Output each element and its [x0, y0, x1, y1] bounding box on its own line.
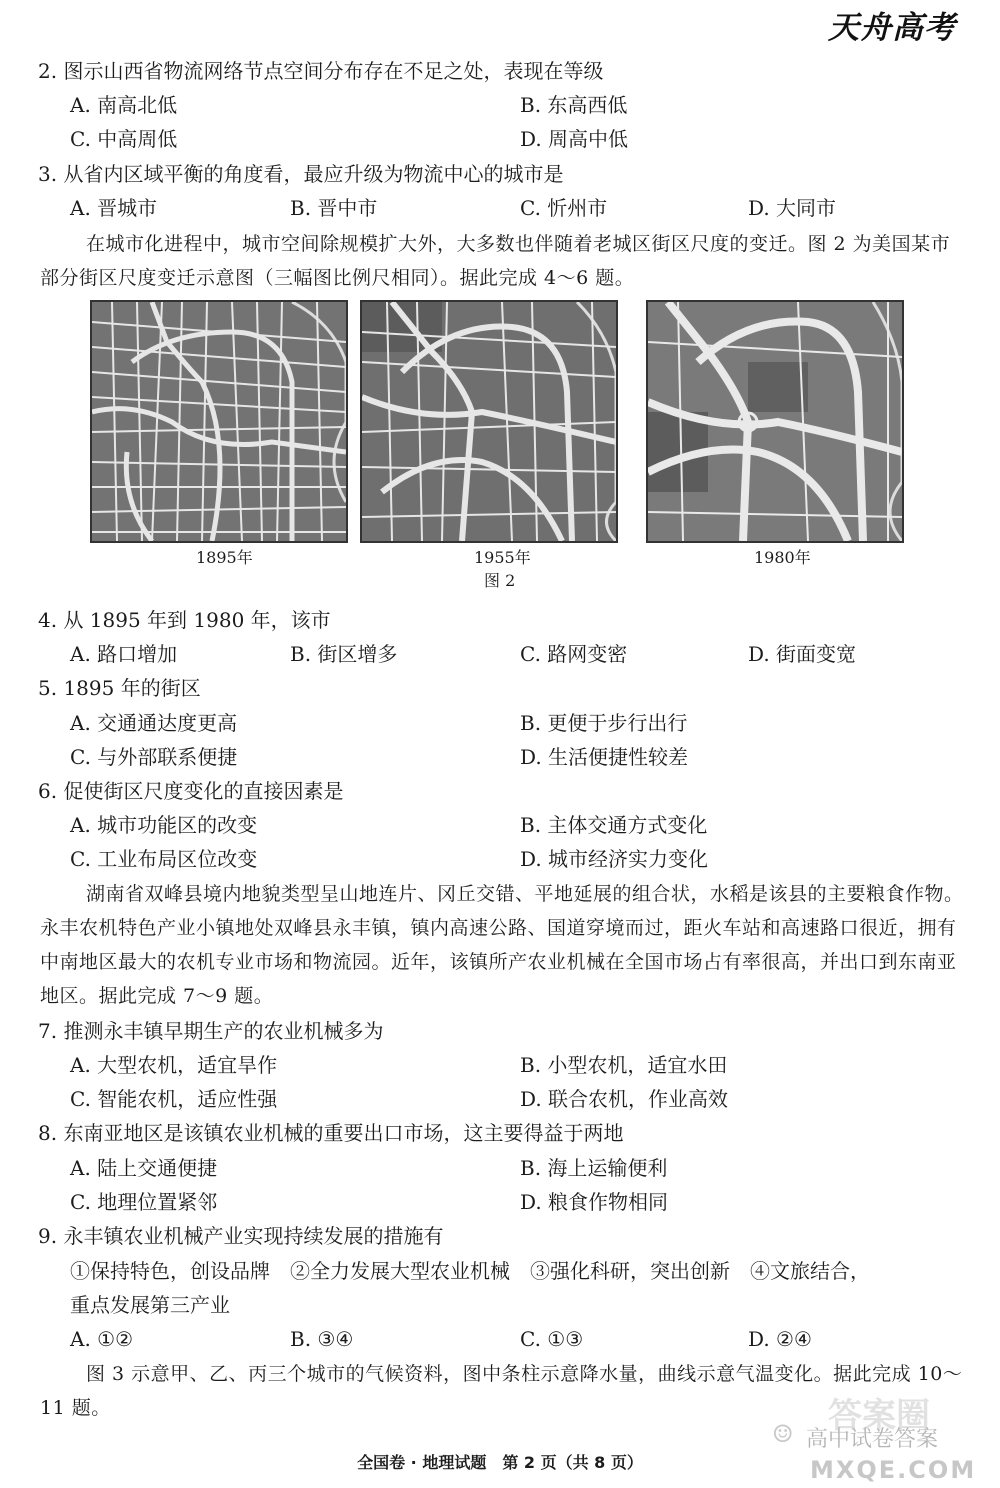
map-year-1895: 1895年	[196, 548, 253, 567]
street-map-1980	[646, 300, 904, 543]
q4-stem: 4. 从 1895 年到 1980 年，该市	[38, 608, 331, 632]
q2-option-c[interactable]: C. 中高周低	[70, 127, 178, 151]
figure-2-caption: 图 2	[484, 571, 516, 590]
q4-option-d[interactable]: D. 街面变宽	[748, 642, 857, 666]
intro-paragraph-7-9	[40, 877, 968, 1013]
q6-stem: 6. 促使街区尺度变化的直接因素是	[38, 779, 344, 803]
q3-option-a[interactable]: A. 晋城市	[70, 196, 158, 220]
intro-paragraph-4-6	[40, 227, 968, 295]
q6-option-c[interactable]: C. 工业布局区位改变	[70, 847, 258, 871]
street-map-1895	[90, 300, 348, 543]
q3-option-d[interactable]: D. 大同市	[748, 196, 837, 220]
q2-option-b[interactable]: B. 东高西低	[520, 93, 628, 117]
q7-option-a[interactable]: A. 大型农机，适宜旱作	[70, 1053, 278, 1077]
q7-option-c[interactable]: C. 智能农机，适应性强	[70, 1087, 278, 1111]
q3-option-b[interactable]: B. 晋中市	[290, 196, 378, 220]
watermark-line2: MXQE.COM	[810, 1456, 977, 1484]
q2-stem: 2. 图示山西省物流网络节点空间分布存在不足之处，表现在等级	[38, 59, 604, 83]
q7-stem: 7. 推测永丰镇早期生产的农业机械多为	[38, 1019, 384, 1043]
q9-statements-cont: 重点发展第三产业	[70, 1293, 230, 1317]
map-year-1980: 1980年	[754, 548, 811, 567]
q5-option-a[interactable]: A. 交通通达度更高	[70, 711, 238, 735]
q6-option-d[interactable]: D. 城市经济实力变化	[520, 847, 709, 871]
q5-option-d[interactable]: D. 生活便捷性较差	[520, 745, 689, 769]
q2-option-a[interactable]: A. 南高北低	[70, 93, 178, 117]
q9-option-d[interactable]: D. ②④	[748, 1327, 812, 1351]
map-year-1955: 1955年	[474, 548, 531, 567]
q4-option-b[interactable]: B. 街区增多	[290, 642, 398, 666]
q6-option-b[interactable]: B. 主体交通方式变化	[520, 813, 708, 837]
q8-option-d[interactable]: D. 粮食作物相同	[520, 1190, 669, 1214]
q7-option-b[interactable]: B. 小型农机，适宜水田	[520, 1053, 728, 1077]
q4-option-c[interactable]: C. 路网变密	[520, 642, 628, 666]
q9-option-b[interactable]: B. ③④	[290, 1327, 354, 1351]
q5-option-b[interactable]: B. 更便于步行出行	[520, 711, 688, 735]
wechat-icon: ☺	[772, 1420, 794, 1448]
q4-option-a[interactable]: A. 路口增加	[70, 642, 178, 666]
watermark-big-text: 答案圈	[828, 1396, 930, 1436]
q9-statements: ①保持特色，创设品牌 ②全力发展大型农业机械 ③强化科研，突出创新 ④文旅结合，	[70, 1259, 870, 1283]
q8-option-a[interactable]: A. 陆上交通便捷	[70, 1156, 218, 1180]
q5-stem: 5. 1895 年的街区	[38, 676, 201, 700]
q9-option-a[interactable]: A. ①②	[70, 1327, 134, 1351]
q2-option-d[interactable]: D. 周高中低	[520, 127, 629, 151]
intro-paragraph-4-6-text: 在城市化进程中，城市空间除规模扩大外，大多数也伴随着老城区街区尺度的变迁。图 2 为美国某市部分街区尺度变迁示意图（三幅图比例尺相同）。据此完成 4～6 题。	[40, 233, 951, 289]
q8-option-b[interactable]: B. 海上运输便利	[520, 1156, 668, 1180]
q8-option-c[interactable]: C. 地理位置紧邻	[70, 1190, 218, 1214]
q3-option-c[interactable]: C. 忻州市	[520, 196, 608, 220]
q3-stem: 3. 从省内区域平衡的角度看，最应升级为物流中心的城市是	[38, 162, 564, 186]
q9-option-c[interactable]: C. ①③	[520, 1327, 584, 1351]
q9-stem: 9. 永丰镇农业机械产业实现持续发展的措施有	[38, 1224, 444, 1248]
intro-paragraph-10-11-text: 图 3 示意甲、乙、丙三个城市的气候资料，图中条柱示意降水量，曲线示意气温变化。据此完成 10～11 题。	[40, 1363, 963, 1419]
q8-stem: 8. 东南亚地区是该镇农业机械的重要出口市场，这主要得益于两地	[38, 1121, 624, 1145]
brand-logo: 天舟高考	[828, 10, 956, 46]
q6-option-a[interactable]: A. 城市功能区的改变	[70, 813, 258, 837]
page-footer: 全国卷 · 地理试题 第 2 页（共 8 页）	[357, 1453, 643, 1472]
intro-paragraph-7-9-text: 湖南省双峰县境内地貌类型呈山地连片、冈丘交错、平地延展的组合状，水稻是该县的主要粮食作物。永丰农机特色产业小镇地处双峰县永丰镇，镇内高速公路、国道穿境而过，距火车站和高速路口很近，拥有中南地区最大的农机专业市场和物流园。近年，该镇所产农业机械在全国市场占有率很高，并出口到东南亚地区。据此完成 7～9 题。	[40, 883, 964, 1007]
q7-option-d[interactable]: D. 联合农机，作业高效	[520, 1087, 729, 1111]
figure-2-street-maps	[90, 300, 898, 550]
street-map-1955	[360, 300, 618, 543]
q5-option-c[interactable]: C. 与外部联系便捷	[70, 745, 238, 769]
watermark-line1: 高中试卷答案	[806, 1427, 939, 1452]
